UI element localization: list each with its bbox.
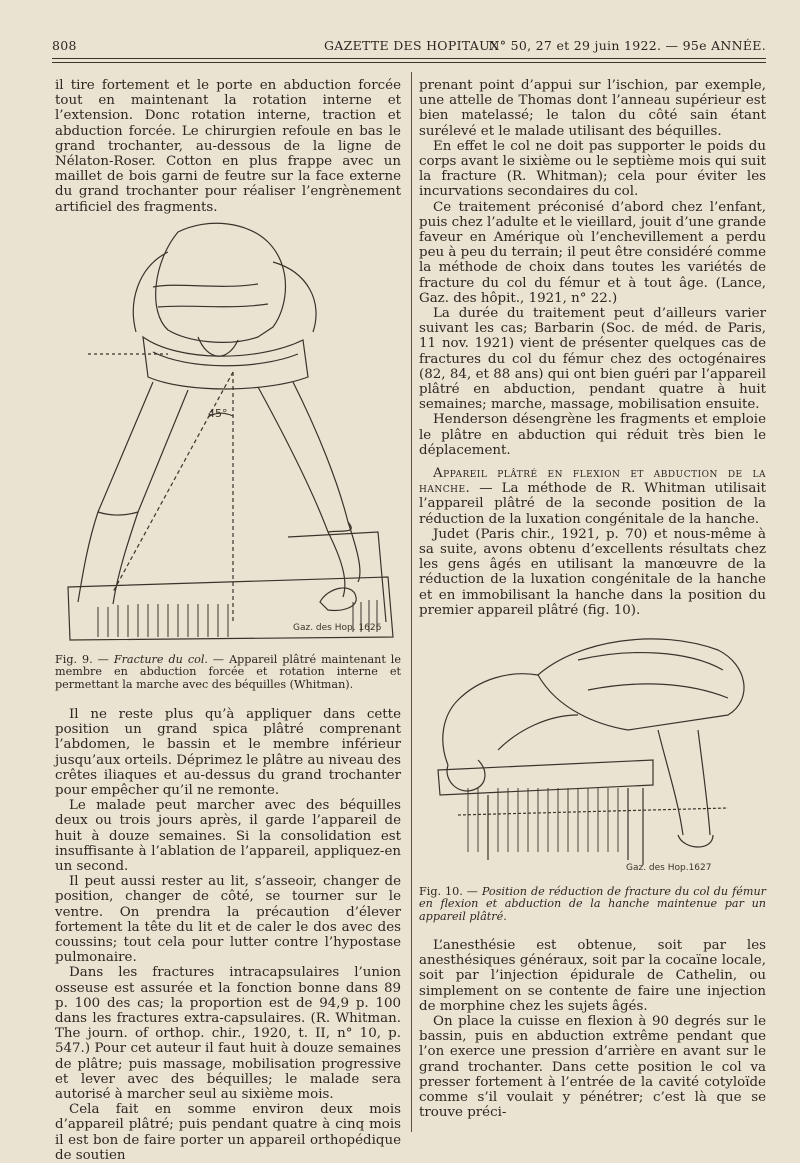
right-col-bottom — [419, 938, 766, 1120]
fig10-caption-prefix: Fig. 10. — — [419, 885, 478, 898]
right-col-section — [419, 466, 766, 618]
paragraph: Judet (Paris chir., 1921, p. 70) et nous-même à sa suite, avons obtenu d’excellents résultats chez les gens âgés en utilisant la manœuvre de la réduction de la luxation congénitale de la hanche et en immobilisant la hanche dans la position du premier appareil plâtré (fig. 10). — [419, 526, 766, 618]
figure-10-credit: Gaz. des Hop.1627 — [626, 863, 712, 873]
header-rule-top — [52, 58, 766, 59]
journal-title: GAZETTE DES HOPITAUX — [324, 38, 500, 53]
header-rule-bottom — [52, 62, 766, 63]
paragraph: La durée du traitement peut d’ailleurs varier suivant les cas; Barbarin (Soc. de méd. de Paris, 11 nov. 1921) vient de présenter quelques cas de fractures du col du fémur chez des octogénaires (82, 84, et 88 ans) qui ont bien guéri par l’appareil plâtré en abduction, pendant quatre à huit semaines; marche, massage, mobilisation ensuite. — [419, 306, 766, 413]
paragraph: Dans les fractures intracapsulaires l’union osseuse est assurée et la fonction bonne dans 89 p. 100 des cas; la proportion est de 94,9 p. 100 dans les fractures extra-capsulaires. (R. Whitman. The journ. of orthop. chir., 1920, t. II, n° 10, p. 547.) Pour cet auteur il faut huit à douze semaines de plâtre; puis massage, mobilisation progressive et lever avec des béquilles; le malade sera autorisé à marcher seul au sixième mois. — [55, 965, 401, 1103]
angle-label: 45° — [208, 407, 228, 420]
paragraph: Le malade peut marcher avec des béquilles deux ou trois jours après, il garde l’appareil de huit à douze semaines. Si la consolidation est insuffisante à l’ablation de l’appareil, appliquez-en un second. — [55, 798, 401, 875]
figure-9-illustration — [58, 212, 398, 648]
fig9-caption-prefix: Fig. 9. — — [55, 653, 109, 666]
paragraph: Il peut aussi rester au lit, s’asseoir, changer de position, changer de côté, se tourner sur le ventre. On prendra la précaution d’élever fortement la tête du lit et de caler le dos avec des coussins; tout cela pour lutter contre l’hypostase pulmonaire. — [55, 874, 401, 966]
fig9-caption-text: — Appareil plâtré maintenant le membre en abduction forcée et rotation interne et permettant la marche avec des béquilles (Whitman). — [55, 653, 401, 691]
paragraph: prenant point d’appui sur l’ischion, par exemple, une attelle de Thomas dont l’anneau supérieur est bien matelassé; le talon du côté sain étant surélevé et le malade utilisant des béquilles. — [419, 78, 766, 139]
figure-9-credit: Gaz. des Hop. 1626 — [293, 623, 382, 633]
left-col-top — [55, 78, 401, 215]
paragraph: Appareil plâtré en flexion et abduction de la hanche. — La méthode de R. Whitman utilisait l’appareil plâtré de la seconde position de la réduction de la luxation congénitale de la hanche. — [419, 466, 766, 527]
fig9-caption-title: Fracture du col. — [113, 653, 208, 666]
section-heading: Appareil plâtré en flexion et abduction de la hanche. — [419, 466, 766, 497]
figure-9 — [58, 212, 398, 648]
running-header — [52, 38, 766, 58]
figure-10-illustration — [428, 620, 764, 878]
fig10-caption-text: Position de réduction de fracture du col du fémur en flexion et abduction de la hanche maintenue par un appareil plâtré. — [419, 885, 766, 923]
section-text: La méthode de R. Whitman utilisait l’appareil plâtré de la seconde position de la réduction de la luxation congénitale de la hanche. — [419, 481, 766, 527]
paragraph: Cela fait en somme environ deux mois d’appareil plâtré; puis pendant quatre à cinq mois il est bon de faire porter un appareil orthopédique de soutien — [55, 1102, 401, 1163]
page-number: 808 — [52, 38, 77, 53]
paragraph: En effet le col ne doit pas supporter le poids du corps avant le sixième ou le septième mois qui suit la fracture (R. Whitman); cela pour éviter les incurvations secondaires du col. — [419, 138, 766, 200]
left-col-bottom — [55, 707, 401, 1163]
paragraph: L’anesthésie est obtenue, soit par les anesthésiques généraux, soit par la cocaïne locale, soit par l’injection épidurale de Cathelin, ou simplement on se contente de faire une injection de morphine chez les sujets âgés. — [419, 938, 766, 1014]
paragraph: Ce traitement préconisé d’abord chez l’enfant, puis chez l’adulte et le vieillard, jouit d’une grande faveur en Amérique où l’enchevillement a perdu peu à peu du terrain; il peut être considéré comme la méthode de choix dans toutes les variétés de fracture du col du fémur et à tout âge. (Lance, Gaz. des hôpit., 1921, n° 22.) — [419, 199, 766, 306]
paragraph: Il ne reste plus qu’à appliquer dans cette position un grand spica plâtré comprenant l’abdomen, le bassin et le membre inférieur jusqu’aux orteils. Déprimez le plâtre au niveau des crêtes iliaques et au-dessus du grand trochanter pour empêcher qu’il ne remonte. — [55, 707, 401, 799]
paragraph: On place la cuisse en flexion à 90 degrés sur le bassin, puis en abduction extrême pendant que l’on exerce une pression d’arrière en avant sur le grand trochanter. Dans cette position le col va presser fortement à l’entrée de la cavité cotyloïde comme s’il voulait y pénétrer; c’est là que se trouve préci- — [419, 1014, 766, 1121]
paragraph: Henderson désengrène les fragments et emploie le plâtre en abduction qui réduit très bien le déplacement. — [419, 412, 766, 458]
figure-10 — [428, 620, 764, 878]
issue-info: N° 50, 27 et 29 juin 1922. — 95e ANNÉE. — [488, 38, 766, 53]
figure-10-caption — [419, 886, 766, 923]
column-divider — [411, 72, 412, 1132]
paragraph: il tire fortement et le porte en abduction forcée tout en maintenant la rotation interne et l’extension. Donc rotation interne, traction et abduction forcée. Le chirurgien refoule en bas le grand trochanter, au-dessous de la ligne de Nélaton-Roser. Cotton en plus frappe avec un maillet de bois garni de feutre sur la face externe du grand trochanter pour réaliser l’engrènement artificiel des fragments. — [55, 78, 401, 215]
right-col-top — [419, 78, 766, 458]
figure-9-caption — [55, 654, 401, 691]
